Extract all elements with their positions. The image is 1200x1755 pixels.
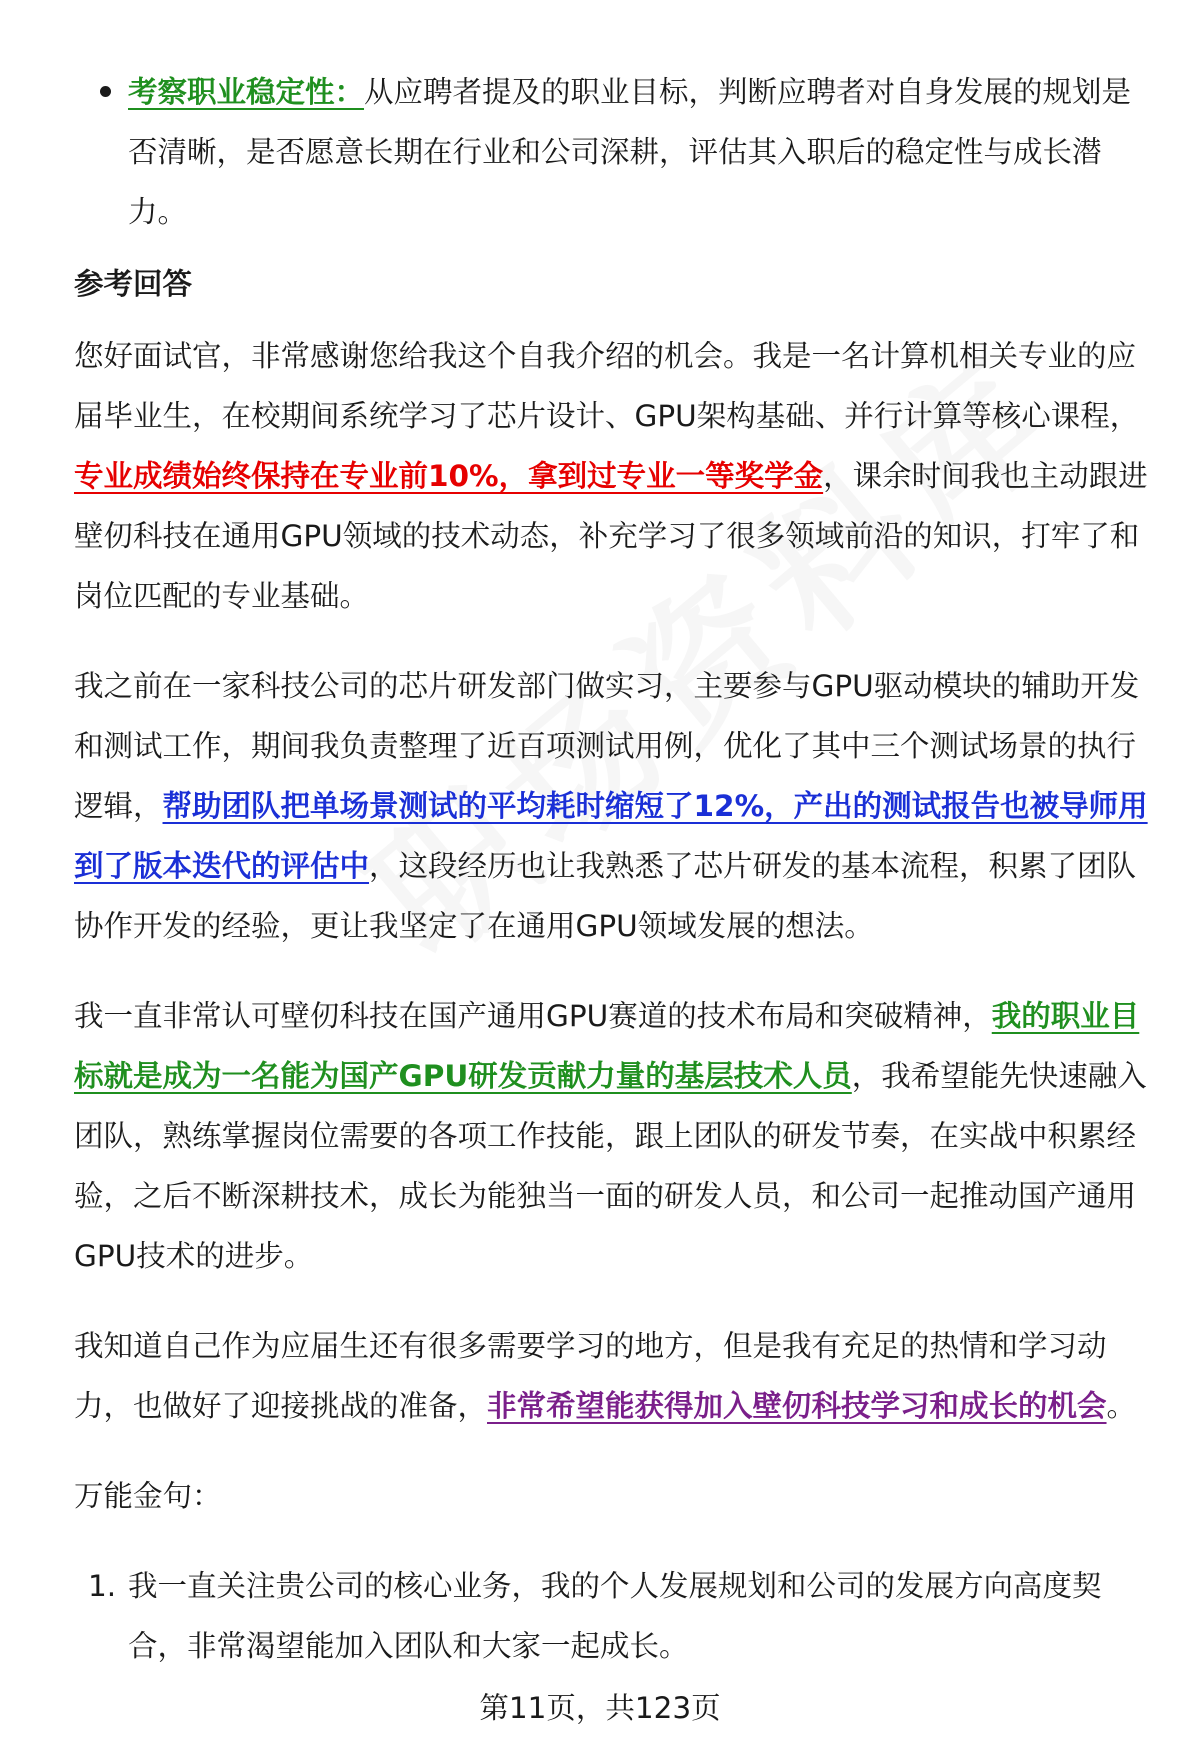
paragraph-intro-highlight: 专业成绩始终保持在专业前10%，拿到过专业一等奖学金 <box>74 459 824 493</box>
paragraph-closing-text-1: 我知道自己作为应届生还有很多需要学习的地方，但是我有充足的热情和学习动力，也做好了迎接挑战的准备， <box>74 1329 1107 1423</box>
paragraph-career-goal-highlight: 我的职业目标就是成为一名能为国产GPU研发贡献力量的基层技术人员 <box>74 999 1140 1093</box>
golden-item <box>74 1556 1154 1676</box>
golden-item-number: 1. <box>88 1569 117 1603</box>
paragraph-internship-text-2: ，这段经历也让我熟悉了芯片研发的基本流程，积累了团队协作开发的经验，更让我坚定了在通用GPU领域发展的想法。 <box>74 849 1137 943</box>
paragraph-career-goal-text-1: 我一直非常认可壁仞科技在国产通用GPU赛道的技术布局和突破精神， <box>74 999 992 1033</box>
bullet-item-stability <box>74 62 1154 242</box>
bullet-label: 考察职业稳定性： <box>128 75 365 109</box>
golden-title: 万能金句： <box>74 1479 222 1513</box>
paragraph-intro-text-2: ，课余时间我也主动跟进壁仞科技在通用GPU领域的技术动态，补充学习了很多领域前沿的知识，打牢了和岗位匹配的专业基础。 <box>74 459 1148 613</box>
paragraph-career-goal-text-2: ，我希望能先快速融入团队，熟练掌握岗位需要的各项工作技能，跟上团队的研发节奏，在实战中积累经验，之后不断深耕技术，成长为能独当一面的研发人员，和公司一起推动国产通用GPU技术的进步。 <box>74 1059 1147 1273</box>
paragraph-internship <box>74 656 1154 956</box>
paragraph-closing <box>74 1316 1154 1436</box>
section-title: 参考回答 <box>74 267 193 301</box>
paragraph-internship-highlight: 帮助团队把单场景测试的平均耗时缩短了12%，产出的测试报告也被导师用到了版本迭代的评估中 <box>74 789 1148 883</box>
paragraph-intro-text-1: 您好面试官，非常感谢您给我这个自我介绍的机会。我是一名计算机相关专业的应届毕业生，在校期间系统学习了芯片设计、GPU架构基础、并行计算等核心课程， <box>74 339 1140 433</box>
document-content <box>74 62 1154 1676</box>
bullet-text: 从应聘者提及的职业目标，判断应聘者对自身发展的规划是否清晰，是否愿意长期在行业和公司深耕，评估其入职后的稳定性与成长潜力。 <box>128 75 1132 229</box>
golden-item-text: 我一直关注贵公司的核心业务，我的个人发展规划和公司的发展方向高度契合，非常渴望能加入团队和大家一起成长。 <box>128 1569 1102 1663</box>
paragraph-internship-text-1: 我之前在一家科技公司的芯片研发部门做实习，主要参与GPU驱动模块的辅助开发和测试工作，期间我负责整理了近百项测试用例，优化了其中三个测试场景的执行逻辑， <box>74 669 1140 823</box>
paragraph-closing-text-2: 。 <box>1106 1389 1137 1423</box>
paragraph-intro <box>74 326 1154 626</box>
page-footer: 第11页，共123页 <box>479 1691 721 1725</box>
paragraph-closing-highlight: 非常希望能获得加入壁仞科技学习和成长的机会 <box>487 1389 1107 1423</box>
bullet-dot-icon <box>100 86 111 97</box>
paragraph-career-goal <box>74 986 1154 1286</box>
